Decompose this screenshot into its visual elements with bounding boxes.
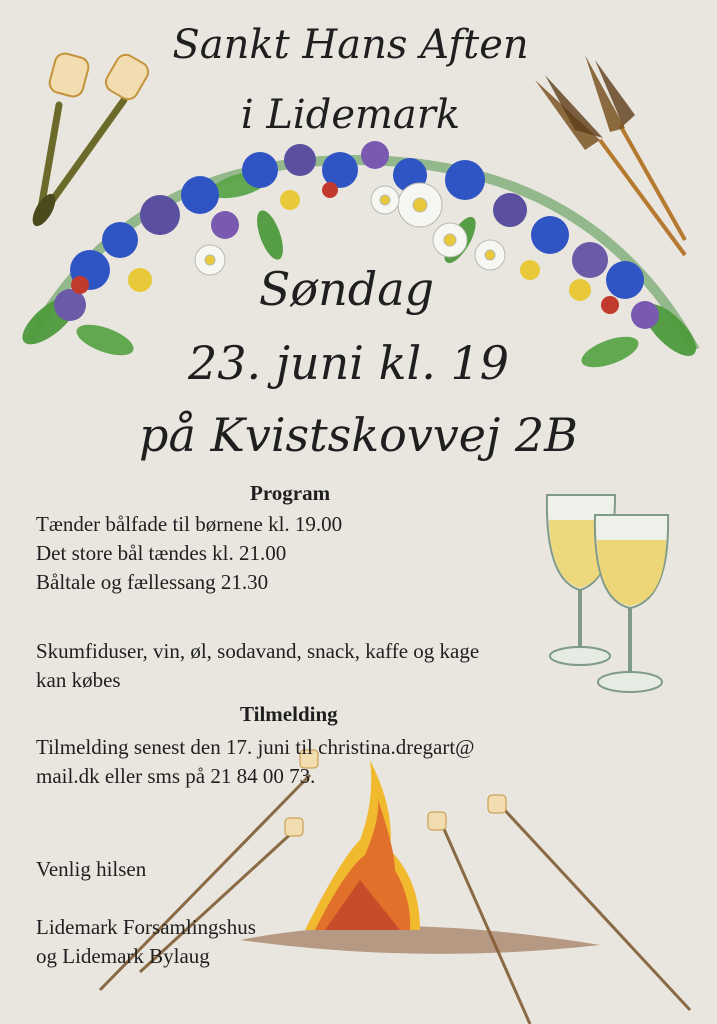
registration-line-2: mail.dk eller sms på 21 84 00 73. xyxy=(36,764,316,788)
event-place: på Kvistskovvej 2B xyxy=(139,408,578,462)
sender-line-2: og Lidemark Bylaug xyxy=(36,944,210,968)
brooms-icon xyxy=(525,50,705,270)
program-item: Det store bål tændes kl. 21.00 xyxy=(36,541,287,565)
program-item: Tænder bålfade til børnene kl. 19.00 xyxy=(36,512,343,536)
sender-line-1: Lidemark Forsamlingshus xyxy=(36,915,256,939)
program-item: Båltale og fællessang 21.30 xyxy=(36,570,269,594)
event-date-time: 23. juni kl. 19 xyxy=(188,336,509,390)
sale-line-1: Skumfiduser, vin, øl, sodavand, snack, kaffe og kage xyxy=(36,639,480,663)
greeting: Venlig hilsen xyxy=(36,857,147,881)
event-day: Søndag xyxy=(258,262,435,316)
marshmallow-sticks-icon xyxy=(14,45,164,235)
registration-heading: Tilmelding xyxy=(240,702,338,726)
sale-text xyxy=(36,637,566,695)
program-heading: Program xyxy=(250,481,331,505)
sale-line-2: kan købes xyxy=(36,668,121,692)
title-line-1: Sankt Hans Aften xyxy=(172,22,529,68)
registration-text xyxy=(36,733,606,791)
registration-line-1: Tilmelding senest den 17. juni til christina.dregart@ xyxy=(36,735,475,759)
sender xyxy=(36,913,256,971)
title-line-2: i Lidemark xyxy=(240,92,461,138)
program-list xyxy=(36,510,342,597)
